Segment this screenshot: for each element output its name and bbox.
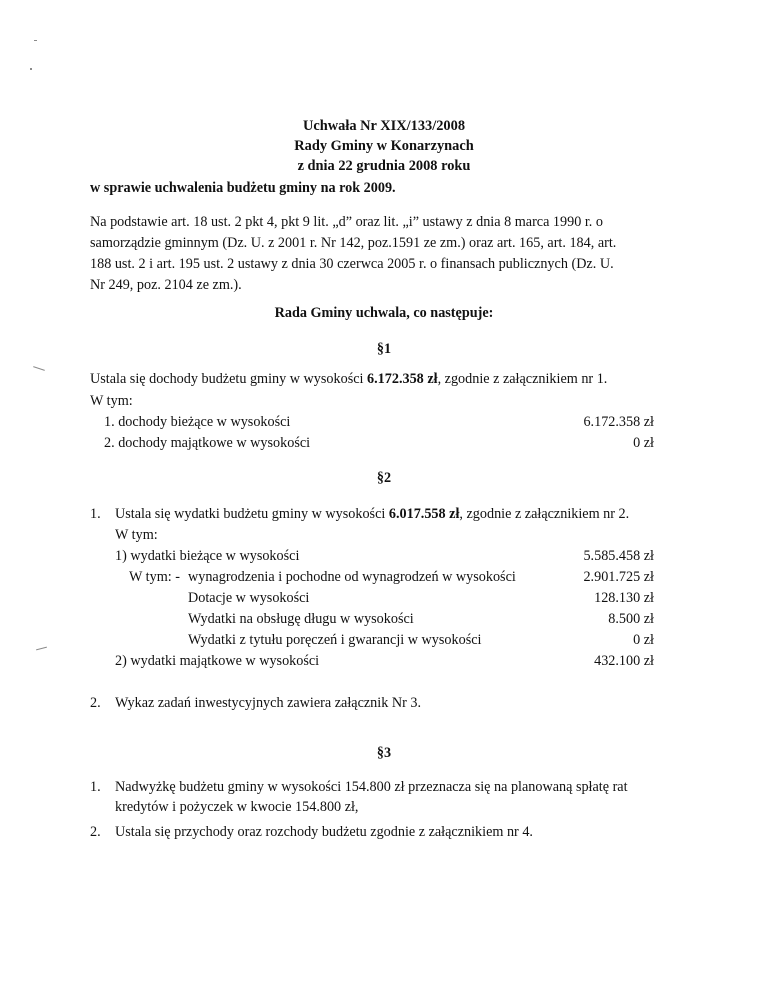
resolution-header — [0, 116, 768, 176]
scan-mark — [33, 366, 45, 371]
revenue-capital-label: 2. dochody majątkowe w wysokości — [104, 435, 311, 451]
total-expenditure-amount: 6.017.558 zł — [388, 506, 460, 522]
section-3-p1-line: Nadwyżkę budżetu gminy w wysokości 154.800 zł przeznacza się na planowaną spłatę rat — [115, 779, 628, 795]
council-name: Rady Gminy w Konarzynach — [294, 138, 474, 154]
revenue-capital-value: 0 zł — [633, 435, 654, 451]
expenditure-current-value: 5.585.458 zł — [583, 548, 654, 564]
expenditure-current-label: 1) wydatki bieżące w wysokości — [115, 548, 300, 564]
scan-speck — [34, 40, 37, 41]
section-3-p2-number: 2. — [90, 824, 101, 840]
expenditure-capital-label: 2) wydatki majątkowe w wysokości — [115, 653, 320, 669]
legal-basis-line: samorządzie gminnym (Dz. U. z 2001 r. Nr 142, poz.1591 ze zm.) oraz art. 165, art. 184, art. — [90, 235, 617, 251]
section-1-wtym: W tym: — [90, 393, 133, 409]
legal-basis-line: 188 ust. 2 i art. 195 ust. 2 ustawy z dnia 30 czerwca 2005 r. o finansach publicznych (Dz. U. — [90, 256, 614, 272]
sub-item-label: Dotacje w wysokości — [188, 590, 310, 606]
section-3-p1-line: kredytów i pożyczek w kwocie 154.800 zł, — [115, 799, 359, 815]
subject: w sprawie uchwalenia budżetu gminy na rok 2009. — [90, 180, 396, 196]
sub-item-value: 2.901.725 zł — [583, 569, 654, 585]
section-2-heading: §2 — [376, 470, 392, 486]
total-revenue-amount: 6.172.358 zł — [367, 371, 438, 387]
section-2-p1: Ustala się wydatki budżetu gminy w wysokości 6.017.558 zł, zgodnie z załącznikiem nr 2. — [115, 506, 630, 522]
resolution-number: Uchwała Nr XIX/133/2008 — [302, 118, 466, 134]
revenue-current-label: 1. dochody bieżące w wysokości — [104, 414, 291, 430]
scan-mark — [36, 647, 47, 651]
resolution-date: z dnia 22 grudnia 2008 roku — [297, 158, 471, 174]
legal-basis-line: Na podstawie art. 18 ust. 2 pkt 4, pkt 9 lit. „d” oraz lit. „i” ustawy z dnia 8 marca 1990 r. o — [90, 214, 603, 230]
sub-item-label: Wydatki na obsługę długu w wysokości — [188, 611, 414, 627]
legal-basis — [90, 212, 690, 296]
scan-speck — [30, 68, 32, 70]
sub-item-value: 128.130 zł — [594, 590, 654, 606]
section-1-heading: §1 — [376, 341, 392, 357]
section-3-heading: §3 — [376, 745, 392, 761]
section-2-p2-number: 2. — [90, 695, 101, 711]
sub-item-value: 8.500 zł — [608, 611, 654, 627]
sub-item-label: wynagrodzenia i pochodne od wynagrodzeń w wysokości — [188, 569, 516, 585]
sub-item-value: 0 zł — [633, 632, 654, 648]
legal-basis-line: Nr 249, poz. 2104 ze zm.). — [90, 277, 242, 293]
section-3-p2: Ustala się przychody oraz rozchody budżetu zgodnie z załącznikiem nr 4. — [115, 824, 533, 840]
sub-item-label: Wydatki z tytułu poręczeń i gwarancji w wysokości — [188, 632, 482, 648]
sub-items-prefix: W tym: - — [129, 569, 180, 585]
section-2-p1-number: 1. — [90, 506, 101, 522]
section-3-p1-number: 1. — [90, 779, 101, 795]
decree: Rada Gminy uchwala, co następuje: — [274, 305, 494, 321]
section-1-intro: Ustala się dochody budżetu gminy w wysokości 6.172.358 zł, zgodnie z załącznikiem nr 1. — [90, 371, 608, 387]
section-2-p2: Wykaz zadań inwestycyjnych zawiera załącznik Nr 3. — [115, 695, 421, 711]
section-2-wtym: W tym: — [115, 527, 158, 543]
revenue-current-value: 6.172.358 zł — [583, 414, 654, 430]
expenditure-capital-value: 432.100 zł — [594, 653, 654, 669]
